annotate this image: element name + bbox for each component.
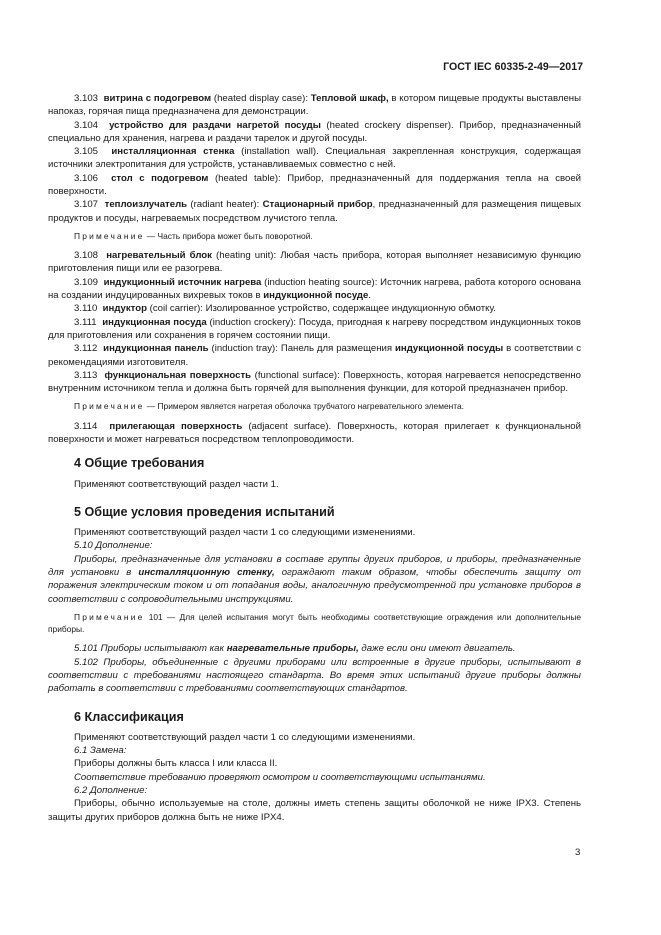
page-number: 3 bbox=[575, 847, 581, 858]
definition-3-112: 3.112 индукционная панель (induction tray): Панель для размещения индукционной посуды в соответствии с рекомендациями изготовителя. bbox=[48, 343, 581, 368]
clause-6-2: 6.2 Дополнение: bbox=[74, 784, 148, 796]
definition-3-110: 3.110 индуктор (coil carrier): Изолированное устройство, содержащее индукционную обмотку. bbox=[74, 303, 496, 315]
definition-3-109: 3.109 индукционный источник нагрева (induction heating source): Источник нагрева, работа которого основана на создании индуцированных вихревых токов в индукционной посуде. bbox=[48, 276, 581, 302]
clause-6-2-text: Приборы, обычно используемые на столе, должны иметь степень защиты оболочкой не ниже IPX3. Степень защиты других приборов должна быть не ниже IPX4. bbox=[48, 798, 581, 823]
definition-3-114: 3.114 прилегающая поверхность (adjacent surface). Поверхность, которая прилегает к функциональной поверхности и может нагреваться посредством теплопроводимости. bbox=[48, 420, 581, 445]
section-6-title: 6 Классификация bbox=[74, 709, 184, 724]
clause-6-1: 6.1 Замена: bbox=[74, 745, 127, 757]
document-header: ГОСТ IEC 60335-2-49—2017 bbox=[443, 61, 583, 73]
page-content bbox=[48, 92, 581, 824]
definition-3-108: 3.108 нагревательный блок (heating unit): Любая часть прибора, которая выполняет независимую функцию приготовления пищи или ее разогрева. bbox=[48, 250, 581, 275]
definition-3-111: 3.111 индукционная посуда (induction crockery): Посуда, пригодная к нагреву посредством индукционных токов для приготовления или сохранения в горячем состоянии пищи. bbox=[48, 316, 581, 341]
definition-3-104: 3.104 устройство для раздачи нагретой посуды (heated crockery dispenser). Прибор, предназначенный специально для хранения, нагрева и раздачи тарелок и другой посуды. bbox=[48, 119, 581, 144]
definition-3-113: 3.113 функциональная поверхность (functional surface): Поверхность, которая нагревается непосредственно внутренним источником тепла и должна быть горячей для выполнения функции, для которой предназначен прибор. bbox=[48, 369, 581, 395]
clause-5-10-text: Приборы, предназначенные для установки в составе группы других приборов, и приборы, предназначенные для установки в инсталляционную стенку, ограждают таким образом, чтобы обеспечить защиту от поражения электрическим током и от попадания воды, аналогичную предусмотренной при установке приборов в соответствии с сопроводительными инструкциями. bbox=[48, 553, 581, 605]
definition-3-105: 3.105 инсталляционная стенка (installation wall). Специальная закрепленная конструкция, содержащая источники электропитания для устройств, устанавливаемых совместно с ней. bbox=[48, 146, 581, 171]
section-5-intro: Применяют соответствующий раздел части 1 со следующими изменениями. bbox=[74, 527, 416, 539]
clause-5-101: 5.101 Приборы испытывают как нагревательные приборы, даже если они имеют двигатель. bbox=[74, 643, 516, 655]
section-4-title: 4 Общие требования bbox=[74, 456, 205, 471]
section-5-title: 5 Общие условия проведения испытаний bbox=[74, 504, 335, 519]
definition-3-106: 3.106 стол с подогревом (heated table): Прибор, предназначенный для поддержания тепла на своей поверхности. bbox=[48, 172, 582, 198]
clause-6-1-text: Приборы должны быть класса I или класса II. bbox=[74, 758, 278, 770]
clause-5-10: 5.10 Дополнение: bbox=[74, 540, 153, 552]
note-101: Примечание 101 — Для целей испытания могут быть необходимы соответствующие ограждения или дополнительные приборы. bbox=[48, 611, 581, 635]
note-1: Примечание — Часть прибора может быть поворотной. bbox=[74, 230, 313, 241]
section-6-intro: Применяют соответствующий раздел части 1 со следующими изменениями. bbox=[74, 731, 416, 743]
definition-3-103: 3.103 витрина с подогревом (heated display case): Тепловой шкаф, в котором пищевые продукты выставлены напоказ, горячая пища предназначена для демонстрации. bbox=[48, 93, 581, 118]
clause-5-102: 5.102 Приборы, объединенные с другими приборами или встроенные в другие приборы, испытывают в соответствии с требованиями настоящего стандарта. Во время этих испытаний другие приборы должны работать в соответствии с требованиями соответствующих стандартов. bbox=[48, 656, 581, 695]
clause-6-1-compliance: Соответствие требованию проверяют осмотром и соответствующими испытаниями. bbox=[74, 771, 486, 783]
note-2: Примечание — Примером является нагретая оболочка трубчатого нагревательного элемента. bbox=[74, 401, 464, 412]
definition-3-107: 3.107 теплоизлучатель (radiant heater): Стационарный прибор, предназначенный для размещения пищевых продуктов и посуды, нагреваемых посредством лучистого тепла. bbox=[48, 199, 581, 224]
section-4-text: Применяют соответствующий раздел части 1. bbox=[74, 478, 279, 490]
